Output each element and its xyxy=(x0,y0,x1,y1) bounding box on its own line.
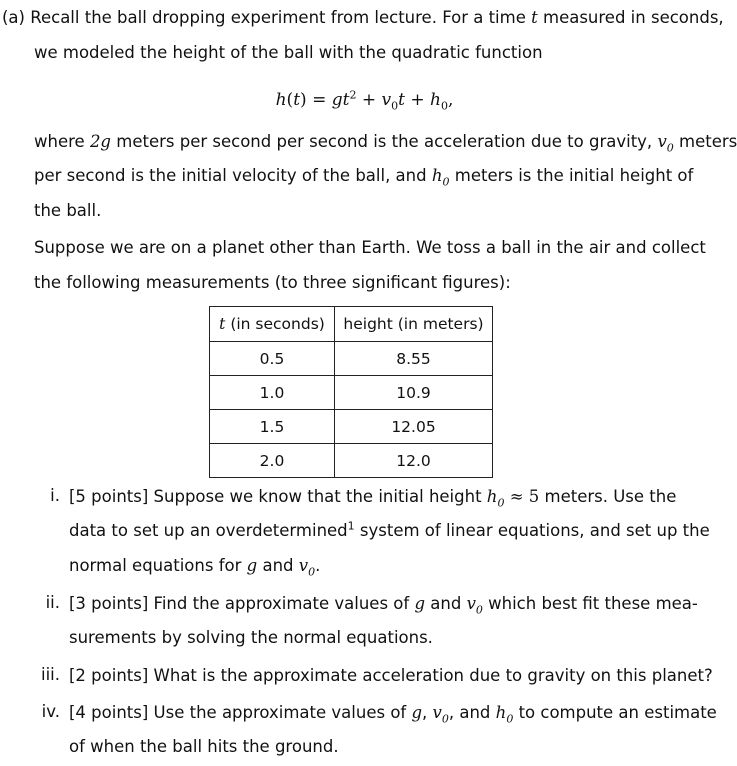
question-4-text-d: to compute an estimate xyxy=(518,703,717,722)
q1-var-v: v xyxy=(298,556,309,575)
header-time xyxy=(210,307,335,342)
formula-op-4: + xyxy=(404,90,431,110)
q1-var-v0 xyxy=(298,556,316,579)
question-1-line-3 xyxy=(69,555,320,577)
cell-height: 8.55 xyxy=(335,342,493,376)
cell-time: 2.0 xyxy=(210,444,335,478)
intro-line-1 xyxy=(2,7,724,29)
q1-var-h: h xyxy=(486,487,498,506)
table-row xyxy=(210,342,493,376)
question-2-line-2: surements by solving the normal equations. xyxy=(69,628,433,647)
intro-text-1: Recall the ball dropping experiment from lecture. For a time xyxy=(30,8,526,27)
q4-var-h: h xyxy=(495,703,507,722)
var-h: h xyxy=(431,166,443,185)
table-row xyxy=(210,376,493,410)
formula-t3: t xyxy=(398,90,405,110)
cell-height: 12.0 xyxy=(335,444,493,478)
question-4-line-1 xyxy=(69,702,717,724)
q4-var-g: g xyxy=(411,703,423,722)
header-time-var: t xyxy=(219,315,226,333)
q2-var-v-sub: 0 xyxy=(475,603,483,617)
table-row xyxy=(210,444,493,478)
question-4-comma: , xyxy=(422,703,428,722)
q1-var-g: g xyxy=(246,556,258,575)
q2-var-v0 xyxy=(466,594,483,617)
intro-line-2: we modeled the height of the ball with the quadratic function xyxy=(34,43,543,62)
question-1-text-a: Suppose we know that the initial height xyxy=(153,487,482,506)
where-text-b: meters per second per second is the acceleration due to gravity, xyxy=(116,132,653,151)
question-1-line-2 xyxy=(69,520,710,542)
formula-g: g xyxy=(331,90,343,110)
suppose-line-1: Suppose we are on a planet other than Earth. We toss a ball in the air and collect xyxy=(34,238,706,257)
var-h0 xyxy=(431,166,450,189)
formula-t2: t xyxy=(342,90,350,110)
question-2-text-c: which best fit these mea- xyxy=(488,594,698,613)
header-time-text: (in seconds) xyxy=(225,315,325,333)
header-height: height (in meters) xyxy=(335,307,493,342)
question-1-approx: ≈ 5 xyxy=(509,487,540,506)
var-h-sub: 0 xyxy=(442,175,450,189)
q1-var-h0 xyxy=(486,487,505,510)
q2-var-v: v xyxy=(466,594,476,613)
q4-var-h-sub: 0 xyxy=(506,712,514,726)
question-1-text-e: system of linear equations, and set up the xyxy=(359,521,710,540)
cell-height: 12.05 xyxy=(335,410,493,444)
formula-op-3: + xyxy=(356,90,382,110)
question-4-points: [4 points] xyxy=(69,703,149,722)
formula-op-5: , xyxy=(447,90,454,110)
where-line-1 xyxy=(34,131,737,153)
where-text-a: where xyxy=(34,132,85,151)
quadratic-formula xyxy=(0,87,729,113)
question-2-line-1 xyxy=(69,593,698,615)
where-text-e: meters is the initial height of xyxy=(454,166,694,185)
var-t: t xyxy=(531,8,538,27)
suppose-line-2: the following measurements (to three significant figures): xyxy=(34,273,511,292)
measurements-table xyxy=(209,306,493,478)
question-1-line-1 xyxy=(69,486,676,508)
var-2g: 2g xyxy=(89,132,111,151)
question-2-text-a: Find the approximate values of xyxy=(153,594,410,613)
cell-time: 1.5 xyxy=(210,410,335,444)
formula-op-2: ) = xyxy=(300,90,332,110)
q4-var-v-sub: 0 xyxy=(441,712,449,726)
formula-op-1: ( xyxy=(286,90,294,110)
question-2-number: ii. xyxy=(45,593,60,612)
formula-v-sub: 0 xyxy=(391,99,399,113)
question-1-period: . xyxy=(315,556,321,575)
where-line-3: the ball. xyxy=(34,201,102,220)
formula-h0: h xyxy=(430,90,441,110)
question-3-number: iii. xyxy=(41,665,60,684)
question-1-text-d: data to set up an overdetermined xyxy=(69,521,348,540)
question-3-points: [2 points] xyxy=(69,666,149,685)
formula-exp: 2 xyxy=(349,88,357,102)
q2-var-g: g xyxy=(414,594,426,613)
table-header-row xyxy=(210,307,493,342)
var-v0 xyxy=(657,132,674,155)
question-3-line-1 xyxy=(69,665,713,687)
formula-v: v xyxy=(381,90,392,110)
formula-h: h xyxy=(275,90,287,110)
footnote-marker: 1 xyxy=(347,519,355,533)
question-2-text-b: and xyxy=(430,594,462,613)
formula-t: t xyxy=(293,90,301,110)
where-line-2 xyxy=(34,165,693,187)
question-4-number: iv. xyxy=(41,702,60,721)
q1-var-h-sub: 0 xyxy=(497,496,505,510)
cell-time: 0.5 xyxy=(210,342,335,376)
q4-var-h0 xyxy=(495,703,514,726)
where-text-c: meters xyxy=(679,132,737,151)
table-row xyxy=(210,410,493,444)
question-4-text-c: , and xyxy=(448,703,491,722)
part-label: (a) xyxy=(2,8,25,27)
question-1-number: i. xyxy=(50,486,60,505)
where-text-d: per second is the initial velocity of the ball, and xyxy=(34,166,427,185)
var-v: v xyxy=(657,132,667,151)
q4-var-v0 xyxy=(432,703,449,726)
question-1-text-f: normal equations for xyxy=(69,556,242,575)
cell-height: 10.9 xyxy=(335,376,493,410)
cell-time: 1.0 xyxy=(210,376,335,410)
question-1-points: [5 points] xyxy=(69,487,149,506)
intro-text-2: measured in seconds, xyxy=(543,8,724,27)
formula-h-sub: 0 xyxy=(440,99,448,113)
question-4-text-a: Use the approximate values of xyxy=(153,703,407,722)
question-2-points: [3 points] xyxy=(69,594,149,613)
q1-var-v-sub: 0 xyxy=(308,565,316,579)
question-1-text-c: meters. Use the xyxy=(544,487,677,506)
question-1-text-g: and xyxy=(262,556,294,575)
q4-var-v: v xyxy=(432,703,442,722)
var-v-sub: 0 xyxy=(666,141,674,155)
question-4-line-2: of when the ball hits the ground. xyxy=(69,737,339,756)
question-3-text: What is the approximate acceleration due to gravity on this planet? xyxy=(153,666,713,685)
